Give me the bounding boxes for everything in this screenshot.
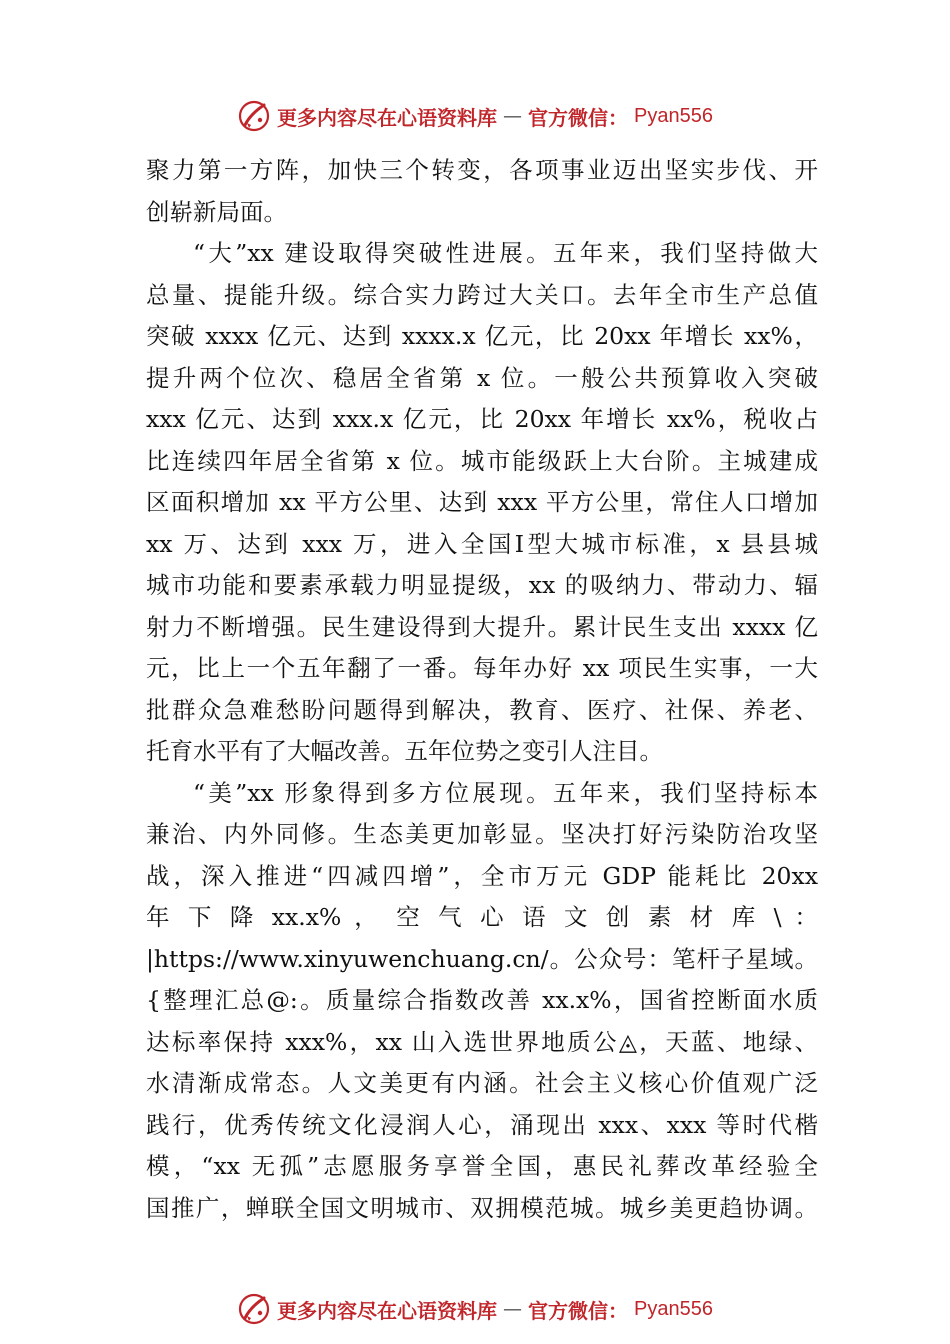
banner-title: 更多内容尽在心语资料库 — [277, 105, 498, 130]
text-line: 区面积增加 xx 平方公里、达到 xxx 平方公里，常住人口增加 — [146, 488, 818, 516]
text-line: xxx 亿元、达到 xxx.x 亿元，比 20xx 年增长 xx%，税收占 — [146, 405, 818, 433]
text-line: 批群众急难愁盼问题得到解决，教育、医疗、社保、养老、 — [146, 695, 818, 724]
footer-banner — [0, 1287, 950, 1331]
text-line: 比连续四年居全省第 x 位。城市能级跃上大台阶。主城建成 — [146, 446, 818, 475]
text-line: 模，“xx 无孤”志愿服务享誉全国，惠民礼葬改革经验全 — [146, 1152, 818, 1180]
text-line: {整理汇总@:。质量综合指数改善 xx.x%，国省控断面水质 — [146, 986, 818, 1014]
banner-separator: — — [503, 105, 523, 127]
banner-account: Pyan556 — [634, 1297, 713, 1320]
banner-account: Pyan556 — [634, 104, 713, 127]
text-line: 城市功能和要素承载力明显提级，xx 的吸纳力、带动力、辐 — [146, 571, 818, 599]
banner-separator: — — [503, 1298, 523, 1320]
banner-official-label: 官方微信： — [528, 105, 629, 130]
text-line: 突破 xxxx 亿元、达到 xxxx.x 亿元，比 20xx 年增长 xx%， — [146, 322, 818, 350]
text-line: 提升两个位次、稳居全省第 x 位。一般公共预算收入突破 — [146, 363, 818, 392]
text-line: |https://www.xinyuwenchuang.cn/。公众号：笔杆子星域。 — [146, 944, 818, 973]
banner-official-label: 官方微信： — [528, 1298, 629, 1323]
text-line: 元，比上一个五年翻了一番。每年办好 xx 项民生实事，一大 — [146, 654, 818, 682]
text-line: 射力不断增强。民生建设得到大提升。累计民生支出 xxxx 亿 — [146, 612, 818, 641]
text-line: 水清渐成常态。人文美更有内涵。社会主义核心价值观广泛 — [146, 1069, 818, 1097]
banner-title: 更多内容尽在心语资料库 — [277, 1298, 498, 1323]
paragraph-start-line: “大”xx 建设取得突破性进展。五年来，我们坚持做大 — [193, 239, 818, 267]
text-line: 国推广，蝉联全国文明城市、双拥模范城。城乡美更趋协调。 — [146, 1193, 818, 1222]
text-line: xx 万、达到 xxx 万，进入全国Ⅰ型大城市标准，x 县县城 — [146, 529, 818, 558]
text-line: 年 下 降 xx.x% ， 空 气 心 语 文 创 素 材 库 \ ： — [146, 903, 818, 931]
text-line: 创崭新局面。 — [146, 197, 287, 226]
text-line: 战，深入推进“四减四增”，全市万元 GDP 能耗比 20xx — [146, 861, 818, 890]
text-line: 达标率保持 xxx%，xx 山入选世界地质公◬，天蓝、地绿、 — [146, 1027, 818, 1056]
text-line: 总量、提能升级。综合实力跨过大关口。去年全市生产总值 — [146, 280, 818, 309]
paragraph-start-line: “美”xx 形象得到多方位展现。五年来，我们坚持标本 — [193, 778, 818, 807]
text-line: 践行，优秀传统文化浸润人心，涌现出 xxx、xxx 等时代楷 — [146, 1110, 818, 1139]
document-body — [146, 150, 818, 1229]
brush-logo-icon — [237, 99, 271, 133]
text-line: 兼治、内外同修。生态美更加彰显。坚决打好污染防治攻坚 — [146, 820, 818, 848]
text-line: 托育水平有了大幅改善。五年位势之变引人注目。 — [146, 737, 663, 765]
brush-logo-icon — [237, 1292, 271, 1326]
header-banner — [0, 94, 950, 138]
text-line: 聚力第一方阵，加快三个转变，各项事业迈出坚实步伐、开 — [146, 156, 818, 184]
